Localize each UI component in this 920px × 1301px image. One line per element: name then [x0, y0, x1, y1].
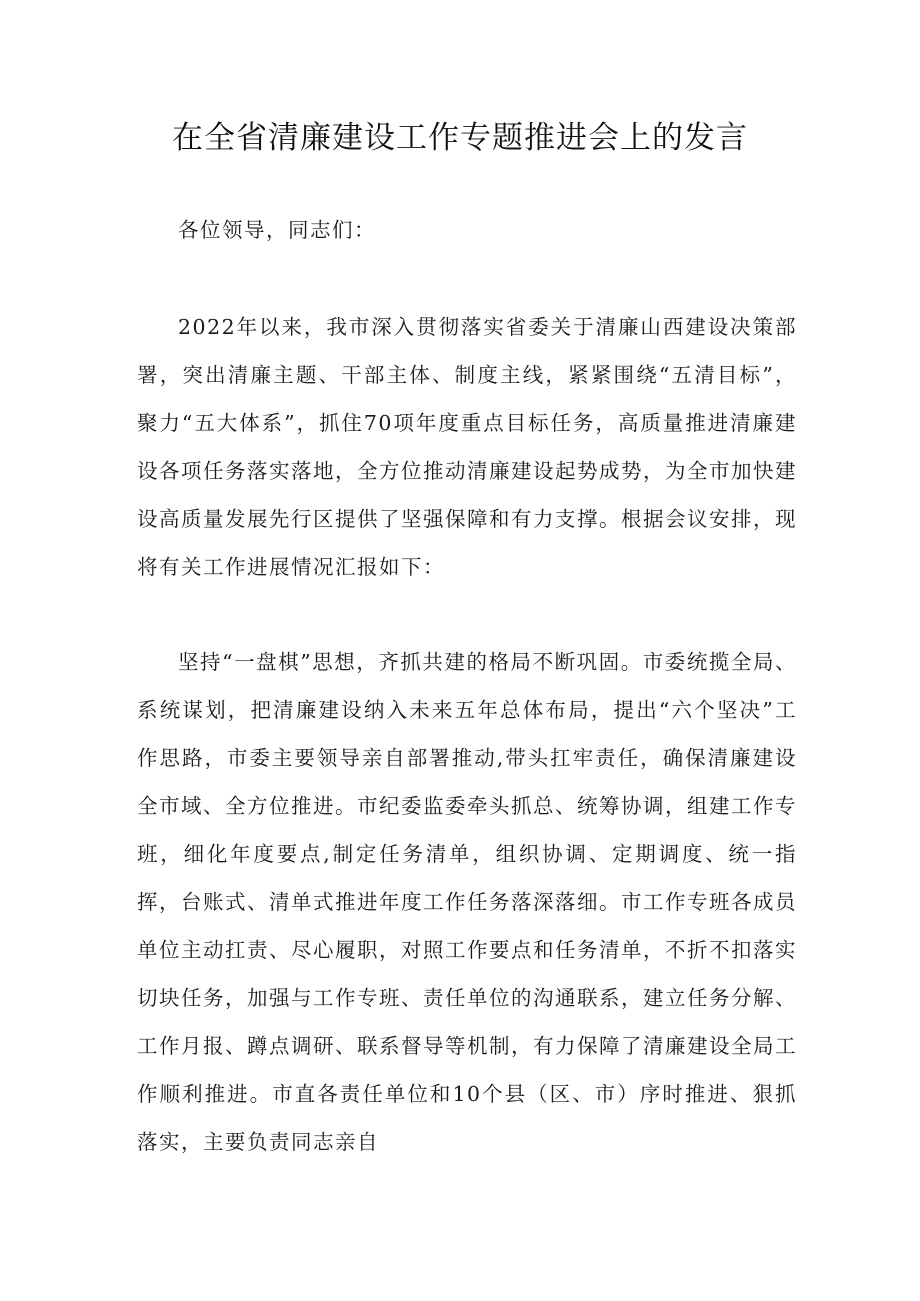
- greeting: 各位领导，同志们：: [178, 218, 376, 242]
- paragraph-body: 坚持“一盘棋”思想，齐抓共建的格局不断巩固。市委统揽全局、系统谋划，把清廉建设纳入未来五年总体布局，提出“六个坚决”工作思路，市委主要领导亲自部署推动,带头扛牢责任，确保清廉建设全市域、全方位推进。市纪委监委牵头抓总、统筹协调，组建工作专班，细化年度要点,制定任务清单，组织协调、定期调度、统一指挥，台账式、清单式推进年度工作任务落深落细。市工作专班各成员单位主动扛责、尽心履职，对照工作要点和任务清单，不折不扣落实切块任务，加强与工作专班、责任单位的沟通联系，建立任务分解、工作月报、蹲点调研、联系督导等机制，有力保障了清廉建设全局工作顺利推进。市直各责任单位和10个县（区、市）序时推进、狠抓落实，主要负责同志亲自: [137, 650, 797, 1154]
- document-title: 在全省清廉建设工作专题推进会上的发言: [172, 120, 748, 156]
- paragraph-intro: 2022年以来，我市深入贯彻落实省委关于清廉山西建设决策部署，突出清廉主题、干部主体、制度主线，紧紧围绕“五清目标”，聚力“五大体系”，抓住70项年度重点目标任务，高质量推进清廉建设各项任务落实落地，全方位推动清廉建设起势成势，为全市加快建设高质量发展先行区提供了坚强保障和有力支撑。根据会议安排，现将有关工作进展情况汇报如下：: [137, 315, 797, 579]
